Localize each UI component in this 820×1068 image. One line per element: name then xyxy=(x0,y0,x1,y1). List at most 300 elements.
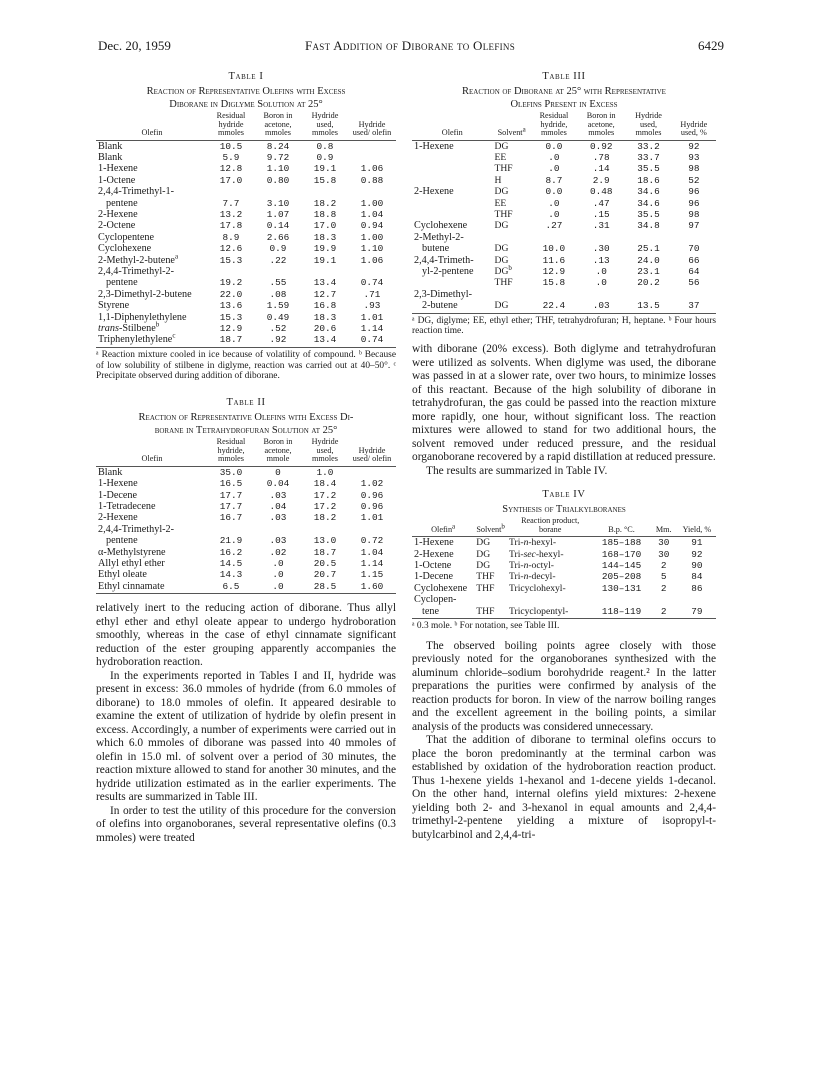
table-3-body xyxy=(412,140,716,313)
table4-row xyxy=(412,606,716,619)
table2-cell: 1.0 xyxy=(316,466,334,478)
table3-cell: .0 xyxy=(548,163,560,175)
table1-cell: 1-Octene xyxy=(98,174,136,186)
table4-column-header: Olefin$^a$ xyxy=(412,516,474,537)
table3-row xyxy=(412,243,716,254)
table3-cell xyxy=(412,163,493,174)
right-body-text-1 xyxy=(412,343,716,478)
table4-cell: 92 xyxy=(691,548,703,560)
table2-cell: 17.2 xyxy=(313,489,337,501)
table-2-body xyxy=(96,466,396,593)
table3-cell: THF xyxy=(494,208,513,220)
table2-cell: 20.5 xyxy=(313,557,337,569)
table2-cell xyxy=(302,524,348,535)
table1-cell: 16.8 xyxy=(313,300,337,312)
table4-cell: 2 xyxy=(660,582,667,594)
table3-cell xyxy=(412,277,493,288)
table4-cell xyxy=(650,594,678,605)
table1-cell: 1,1-Diphenylethylene xyxy=(98,311,187,323)
header-date: Dec. 20, 1959 xyxy=(98,38,171,53)
table4-column-header: Yield, % xyxy=(678,516,716,537)
table4-cell: 86 xyxy=(691,582,703,594)
table2-cell: 1.01 xyxy=(360,512,384,524)
table3-cell xyxy=(493,289,531,300)
table1-cell: Blank xyxy=(98,151,123,163)
table2-column-header: Boron in acetone, mmole xyxy=(254,437,302,466)
table4-cell: 205–208 xyxy=(601,571,642,583)
table1-cell: .92 xyxy=(254,334,302,347)
table2-cell xyxy=(208,524,254,535)
table1-row xyxy=(96,163,396,174)
table1-cell: 0.9 xyxy=(269,243,287,255)
table2-column-header: Residual hydride, mmoles xyxy=(208,437,254,466)
table1-cell xyxy=(348,152,396,163)
table3-cell: EE xyxy=(494,151,507,163)
table1-cell: 2,4,4-Trimethyl-1- xyxy=(98,186,175,198)
table1-cell: 10.5 xyxy=(219,140,243,152)
table1-cell: .93 xyxy=(363,300,381,312)
table3-row xyxy=(412,152,716,163)
table-1-footnote: ᵃ Reaction mixture cooled in ice because of volatility of compound. ᵇ Because of low solubility of stilbene in diglyme, reaction was carried out at 40–50°. ᶜ Precipitate observed during addition of diborane. xyxy=(96,349,396,382)
table1-cell: 2-Octene xyxy=(98,220,136,232)
table1-cell: 8.9 xyxy=(222,231,240,243)
table3-cell: .27 xyxy=(545,220,563,232)
table4-column-header: Reaction product, borane xyxy=(507,516,593,537)
table3-row xyxy=(412,220,716,231)
header-page-number: 6429 xyxy=(698,38,724,53)
table2-row xyxy=(96,581,396,594)
table4-cell xyxy=(474,594,507,605)
table-4-header-row xyxy=(412,516,716,537)
table2-cell: 1.60 xyxy=(348,581,396,594)
table3-cell: .0 xyxy=(548,208,560,220)
table1-cell: 0.74 xyxy=(348,334,396,347)
table1-cell: 0.88 xyxy=(360,174,384,186)
table2-column-header: Hydride used/ olefin xyxy=(348,437,396,466)
table-4-body xyxy=(412,537,716,619)
table1-row xyxy=(96,220,396,231)
table3-cell: 23.1 xyxy=(637,265,660,277)
table3-cell: 33.7 xyxy=(637,151,660,163)
table1-column-header: Olefin xyxy=(96,111,208,140)
table1-row xyxy=(96,300,396,311)
table1-cell: 0.8 xyxy=(316,140,334,152)
table3-cell: 92 xyxy=(688,140,700,152)
table3-cell: 13.5 xyxy=(625,300,671,313)
table2-cell: .0 xyxy=(272,569,284,581)
table4-cell: Tricyclohexyl- xyxy=(508,582,566,594)
table3-cell: .0 xyxy=(595,265,607,277)
table4-row xyxy=(412,571,716,582)
table-1-grid xyxy=(96,111,396,348)
table1-row xyxy=(96,312,396,323)
table2-cell: α-Methylstyrene xyxy=(98,546,166,558)
left-column xyxy=(96,70,396,845)
table3-cell: $DG^b$ xyxy=(494,263,512,277)
table3-cell: 2-Methyl-2- xyxy=(414,231,464,243)
table1-cell: 1.04 xyxy=(360,208,384,220)
table3-row xyxy=(412,198,716,209)
table2-row xyxy=(96,547,396,558)
table3-cell: DG xyxy=(494,220,509,232)
table3-cell: 97 xyxy=(688,220,700,232)
table4-cell xyxy=(678,594,716,605)
table3-cell: 64 xyxy=(688,265,700,277)
table4-cell: 1-Hexene xyxy=(414,537,454,549)
table4-cell: 2 xyxy=(660,560,667,571)
table3-cell: DG xyxy=(494,186,509,198)
table1-cell: 18.3 xyxy=(313,311,337,323)
table1-cell: 1.06 xyxy=(360,254,384,266)
table1-cell xyxy=(348,140,396,152)
left-paragraph-3: In order to test the utility of this procedure for the conversion of olefins into organoboranes, several representative olefins (0.3 mmoles) were treated xyxy=(96,804,396,844)
table1-cell: Triphenylethylene$^c$ xyxy=(96,334,208,347)
right-paragraph-3: The observed boiling points agree closely with those previously noted for the organoboranes synthesized with the aluminum chloride–sodium borohydride reagent.² In the latter preparations the purities were confirmed by analysis of the reaction products for boron. In view of the narrow boiling ranges and the excellent agreement in the boiling points, a similar analysis of the products was considered unnecessary. xyxy=(412,639,716,733)
table4-cell: Tri-n-hexyl- xyxy=(508,537,557,549)
table1-cell: 0.14 xyxy=(266,220,290,232)
table1-cell: 1.59 xyxy=(266,300,290,312)
table3-cell: 56 xyxy=(688,277,700,289)
table2-cell: .0 xyxy=(272,557,284,569)
table3-row xyxy=(412,289,716,300)
table-3-number: Table III xyxy=(542,71,586,82)
table3-cell: 70 xyxy=(688,243,700,255)
table1-cell: pentene xyxy=(106,197,138,209)
table1-cell: 1.10 xyxy=(360,243,384,255)
table1-cell: 13.4 xyxy=(313,277,337,289)
table1-cell: 18.7 xyxy=(208,334,254,347)
table2-cell: 2-Hexene xyxy=(98,512,138,524)
table3-cell: H xyxy=(494,174,502,186)
table2-cell: 17.7 xyxy=(219,500,243,512)
table3-row xyxy=(412,140,716,152)
table3-cell: .78 xyxy=(592,151,610,163)
table2-cell: .03 xyxy=(269,535,287,547)
table2-cell: 17.2 xyxy=(313,500,337,512)
table1-cell: 2-Methyl-2-butene$^a$ xyxy=(98,252,179,266)
table1-cell: 19.9 xyxy=(313,243,337,255)
table3-row xyxy=(412,266,716,277)
table3-cell: 22.4 xyxy=(531,300,577,313)
table2-cell: 13.0 xyxy=(313,535,337,547)
table3-cell: 34.6 xyxy=(637,197,660,209)
table-1 xyxy=(96,70,396,382)
table2-cell: Allyl ethyl ether xyxy=(98,557,165,569)
table4-cell: Tri-sec-hexyl- xyxy=(508,548,564,560)
table3-cell: 35.5 xyxy=(637,163,660,175)
table2-cell: .04 xyxy=(269,500,287,512)
table3-cell: .0 xyxy=(595,277,607,289)
table3-cell xyxy=(412,152,493,163)
table1-cell: 18.8 xyxy=(313,208,337,220)
table2-row xyxy=(96,535,396,546)
table2-cell: Blank xyxy=(98,466,123,478)
table3-cell: 24.0 xyxy=(637,254,660,266)
left-paragraph-1: relatively inert to the reducing action of diborane. Thus allyl ethyl ether and ethyl oleate appear to undergo hydroboration smoothly, whereas in the case of ethyl cinnamate significant reduction of the ester grouping apparently accompanies the hydroboration reaction. xyxy=(96,602,396,669)
table3-cell: 0.0 xyxy=(545,186,563,198)
table2-row xyxy=(96,524,396,535)
table4-column-header: Mm. xyxy=(650,516,678,537)
table1-cell: 1.10 xyxy=(266,163,290,175)
table1-cell xyxy=(208,266,254,277)
table2-cell: Ethyl cinnamate xyxy=(96,581,208,594)
table3-cell xyxy=(672,232,716,243)
table3-cell: 15.8 xyxy=(542,277,566,289)
table1-cell: 0.49 xyxy=(266,311,290,323)
table2-cell: 28.5 xyxy=(302,581,348,594)
table3-cell: 10.0 xyxy=(542,243,566,255)
table1-cell xyxy=(208,186,254,197)
table1-cell: .52 xyxy=(269,323,287,334)
table2-cell: 18.4 xyxy=(313,478,337,490)
table3-cell: .0 xyxy=(548,197,560,209)
table1-cell: 12.8 xyxy=(219,163,243,175)
table3-row xyxy=(412,232,716,243)
table3-cell xyxy=(412,209,493,220)
table3-column-header: Hydride used, % xyxy=(672,111,716,140)
table4-cell: 91 xyxy=(691,537,703,549)
table3-cell: 2-Hexene xyxy=(414,186,454,198)
table3-column-header: Hydride used, mmoles xyxy=(625,111,671,140)
table3-row xyxy=(412,277,716,288)
table1-cell: 15.8 xyxy=(313,174,337,186)
left-paragraph-2: In the experiments reported in Tables I and II, hydride was present in excess: 36.0 mmoles of hydride (from 6.0 mmoles of diborane) to 18.0 mmoles of olefin. It appeared desirable to examine the extent of utilization of hydride by olefin present in excess. Accordingly, a number of experiments were carried out in which 6.0 mmoles of diborane was passed into 40 mmoles of olefin in 15.0 ml. of solvent over a period of 30 minutes, the reaction mixture allowed to stand for another 30 minutes, and the hydride utilization estimated as in the earlier experiments. The results are summarized in Table III. xyxy=(96,669,396,804)
table2-column-header: Hydride used, mmoles xyxy=(302,437,348,466)
table3-cell: 35.5 xyxy=(637,208,660,220)
table3-cell: 52 xyxy=(688,174,700,186)
table1-row xyxy=(96,334,396,347)
table3-cell: butene xyxy=(422,243,450,255)
table1-cell: 0.80 xyxy=(266,174,290,186)
table1-cell xyxy=(348,186,396,197)
table2-cell: 16.5 xyxy=(219,478,243,490)
table1-row xyxy=(96,140,396,152)
table1-cell: 1.00 xyxy=(360,197,384,209)
table2-cell: 16.2 xyxy=(219,546,243,558)
table2-row xyxy=(96,558,396,569)
table-3-header-row xyxy=(412,111,716,140)
table1-column-header: Residual hydride mmoles xyxy=(208,111,254,140)
table3-cell: THF xyxy=(494,163,513,175)
table4-cell: 90 xyxy=(691,560,703,571)
table3-cell xyxy=(625,232,671,243)
table1-cell: 2.66 xyxy=(266,231,290,243)
table3-cell: 96 xyxy=(688,197,700,209)
table4-cell: THF xyxy=(476,582,495,594)
table1-cell xyxy=(254,266,302,277)
table3-cell xyxy=(531,289,577,300)
table3-cell: .31 xyxy=(592,220,610,232)
table2-cell: 1-Tetradecene xyxy=(98,500,156,512)
table3-cell: 2.9 xyxy=(592,174,610,186)
table4-cell: 79 xyxy=(678,606,716,619)
table3-cell: 37 xyxy=(672,300,716,313)
table1-cell: 18.2 xyxy=(313,197,337,209)
table1-cell: 0.94 xyxy=(360,220,384,232)
table1-column-header: Hydride used, mmoles xyxy=(302,111,348,140)
table3-cell: .13 xyxy=(592,254,610,266)
table4-row xyxy=(412,583,716,594)
table3-cell xyxy=(625,289,671,300)
table1-row xyxy=(96,289,396,300)
table1-cell: 20.6 xyxy=(313,323,337,334)
table4-cell: 2 xyxy=(650,606,678,619)
table1-cell: 8.24 xyxy=(266,140,290,152)
table1-cell: 19.1 xyxy=(313,163,337,175)
table3-cell: 96 xyxy=(688,186,700,198)
table-2 xyxy=(96,396,396,594)
table3-cell: 98 xyxy=(688,163,700,175)
table-1-body xyxy=(96,140,396,347)
table-3-grid xyxy=(412,111,716,314)
table3-cell: 0.0 xyxy=(545,140,563,152)
table2-cell: 2,4,4-Trimethyl-2- xyxy=(98,523,175,535)
table1-cell xyxy=(302,186,348,197)
table1-cell: 12.6 xyxy=(219,243,243,255)
table3-row xyxy=(412,175,716,186)
table3-cell xyxy=(531,232,577,243)
table3-cell xyxy=(577,232,625,243)
table4-row xyxy=(412,594,716,605)
table2-row xyxy=(96,478,396,489)
table1-row xyxy=(96,186,396,197)
table1-cell xyxy=(254,186,302,197)
table1-cell: 1-Hexene xyxy=(98,163,138,175)
table3-cell: 20.2 xyxy=(637,277,660,289)
table2-row xyxy=(96,512,396,523)
table1-cell: 12.7 xyxy=(313,288,337,300)
table3-cell xyxy=(412,198,493,209)
table1-cell: 1.07 xyxy=(266,208,290,220)
table3-cell: .14 xyxy=(592,163,610,175)
table2-cell: 18.2 xyxy=(313,512,337,524)
table3-cell: .47 xyxy=(592,197,610,209)
table3-cell: 33.2 xyxy=(637,140,660,152)
table1-cell: 17.0 xyxy=(313,220,337,232)
table4-cell: 118–119 xyxy=(593,606,649,619)
table3-column-header: Boron in acetone, mmoles xyxy=(577,111,625,140)
table2-cell: .03 xyxy=(269,512,287,524)
table1-cell: 1.01 xyxy=(360,311,384,323)
table3-cell: .30 xyxy=(592,243,610,255)
table1-cell: 1.00 xyxy=(360,231,384,243)
table2-cell: 0.04 xyxy=(266,478,290,490)
table1-cell: Cyclohexene xyxy=(98,243,152,255)
table-4-caption: Synthesis of Trialkylboranes xyxy=(502,504,626,516)
table2-cell: pentene xyxy=(106,535,138,547)
table4-cell: DG xyxy=(476,560,491,571)
table1-cell: .55 xyxy=(269,277,287,289)
table1-cell: 2,3-Dimethyl-2-butene xyxy=(98,288,192,300)
table1-cell xyxy=(302,266,348,277)
table3-cell: 18.6 xyxy=(637,174,660,186)
table3-row xyxy=(412,186,716,197)
table3-cell: .03 xyxy=(577,300,625,313)
table1-row xyxy=(96,152,396,163)
table4-cell: THF xyxy=(476,571,495,583)
table3-cell: DG xyxy=(494,140,509,152)
table4-cell: 30 xyxy=(658,548,670,560)
table4-cell: Cyclohexene xyxy=(414,582,468,594)
table-3 xyxy=(412,70,716,337)
right-paragraph-2: The results are summarized in Table IV. xyxy=(426,464,608,477)
right-column xyxy=(412,70,716,842)
table4-cell: DG xyxy=(476,548,491,560)
right-paragraph-1: with diborane (20% excess). Both diglyme and tetrahydrofuran were utilized as solvents. When diglyme was used, the diborane was passed in at a slower rate, over two hours, to minimize losses of this reactant. Because of the high solubility of diborane in tetrahydrofuran, the gas could be passed into the reaction mixture more rapidly, one hour, without significant loss. The reaction mixtures were allowed to stand for two additional hours, the solvent removed under reduced pressure, and the residual organoborane recovered by a rapid distillation at reduced pressure. xyxy=(412,343,716,464)
table1-cell: .22 xyxy=(269,254,287,266)
table3-cell: 0.92 xyxy=(589,140,613,152)
table2-column-header: Olefin xyxy=(96,437,208,466)
table1-cell: Blank xyxy=(98,140,123,152)
table3-cell: DG xyxy=(494,254,509,266)
table2-cell xyxy=(348,524,396,535)
table2-cell: 14.3 xyxy=(219,569,243,581)
table4-cell: 2-Hexene xyxy=(414,548,454,560)
left-body-text xyxy=(96,602,396,845)
table3-cell: DG xyxy=(493,300,531,313)
table1-cell: 2-Hexene xyxy=(98,208,138,220)
table2-cell: 6.5 xyxy=(208,581,254,594)
table1-cell: 3.10 xyxy=(266,197,290,209)
table3-cell xyxy=(672,289,716,300)
table3-cell: 93 xyxy=(688,151,700,163)
table4-cell xyxy=(507,594,593,605)
table1-row xyxy=(96,198,396,209)
table4-cell: 185–188 xyxy=(601,537,642,549)
table2-cell: 14.5 xyxy=(219,557,243,569)
table4-cell xyxy=(593,594,649,605)
table2-cell: .03 xyxy=(269,489,287,501)
table3-column-header: Solvent$^a$ xyxy=(493,111,531,140)
table3-column-header: Olefin xyxy=(412,111,493,140)
table3-cell xyxy=(493,232,531,243)
table3-cell: 25.1 xyxy=(637,243,660,255)
table-4-grid xyxy=(412,516,716,619)
table-3-footnote: ᵃ DG, diglyme; EE, ethyl ether; THF, tetrahydrofuran; H, heptane. ᵇ Four hours reaction time. xyxy=(412,315,716,337)
table1-cell: trans-Stilbene$^b$ xyxy=(98,320,160,334)
table-2-caption-line-1: Reaction of Representative Olefins with Excess Di- xyxy=(138,412,354,424)
table1-column-header: Boron in acetone, mmoles xyxy=(254,111,302,140)
table1-cell: 13.6 xyxy=(219,300,243,312)
table2-cell: 1.14 xyxy=(360,557,384,569)
table2-cell: 1-Decene xyxy=(98,489,138,501)
table3-cell: 2,4,4-Trimeth- xyxy=(414,254,474,266)
table2-cell: 1.04 xyxy=(360,546,384,558)
table2-row xyxy=(96,569,396,580)
table3-cell: 2-butene xyxy=(412,300,493,313)
table1-cell: Styrene xyxy=(98,300,130,312)
table1-cell: 19.2 xyxy=(219,277,243,289)
table4-column-header: Solvent$^b$ xyxy=(474,516,507,537)
table1-row xyxy=(96,266,396,277)
table4-cell: 5 xyxy=(660,571,667,583)
table3-cell xyxy=(412,175,493,186)
table2-cell: 17.7 xyxy=(219,489,243,501)
table-4 xyxy=(412,488,716,632)
table1-cell: 13.4 xyxy=(302,334,348,347)
table1-row xyxy=(96,232,396,243)
table2-cell xyxy=(348,466,396,478)
table2-cell: 20.7 xyxy=(313,569,337,581)
table2-cell: 0.96 xyxy=(360,500,384,512)
table4-row xyxy=(412,549,716,560)
table-3-caption-line-2: Olefins Present in Excess xyxy=(510,99,618,110)
table4-cell: Tri-n-octyl- xyxy=(508,560,554,571)
table1-cell: 1.06 xyxy=(360,163,384,175)
table3-cell: 34.8 xyxy=(637,220,660,232)
table1-row xyxy=(96,209,396,220)
table1-cell: Cyclopentene xyxy=(98,231,155,243)
